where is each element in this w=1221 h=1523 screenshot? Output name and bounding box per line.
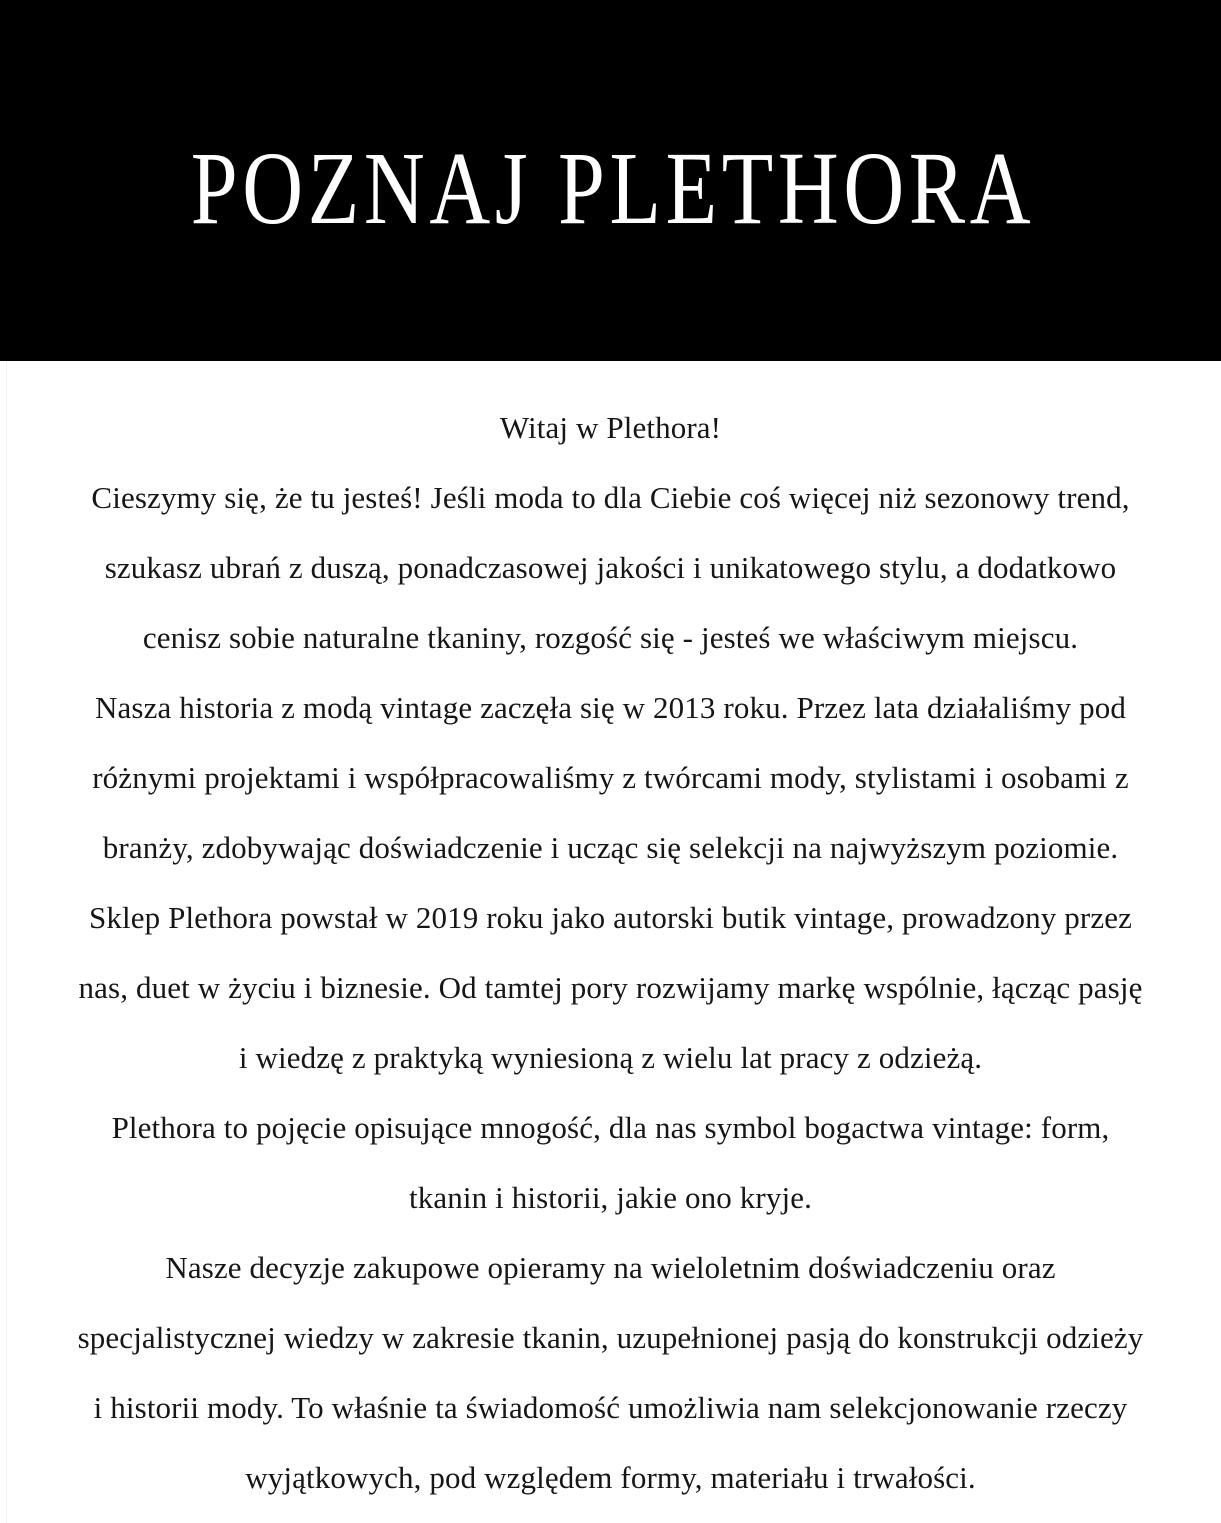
paragraph-welcome — [46, 463, 1176, 673]
text-line: i historii mody. To właśnie ta świadomość umożliwia nam selekcjonowanie rzeczy — [93, 1390, 1128, 1425]
text-line: Cieszymy się, że tu jesteś! Jeśli moda to dla Ciebie coś więcej niż sezonowy trend, — [91, 480, 1130, 515]
greeting-line: Witaj w Plethora! — [499, 410, 722, 445]
text-line: Nasza historia z modą vintage zaczęła się w 2013 roku. Przez lata działaliśmy pod — [95, 690, 1126, 725]
paragraph-shop-founding — [46, 883, 1176, 1093]
paragraph-selection — [46, 1233, 1176, 1513]
text-line: branży, zdobywając doświadczenie i ucząc się selekcji na najwyższym poziomie. — [102, 830, 1119, 865]
text-line: wyjątkowych, pod względem formy, materiału i trwałości. — [245, 1460, 976, 1495]
about-content — [0, 361, 1221, 1523]
text-line: nas, duet w życiu i biznesie. Od tamtej pory rozwijamy markę wspólnie, łącząc pasję — [78, 970, 1143, 1005]
text-line: Plethora to pojęcie opisujące mnogość, dla nas symbol bogactwa vintage: form, — [111, 1110, 1110, 1145]
paragraph-name-meaning — [46, 1093, 1176, 1233]
text-line: cenisz sobie naturalne tkaniny, rozgość się - jesteś we właściwym miejscu. — [142, 620, 1079, 655]
text-line: tkanin i historii, jakie ono kryje. — [409, 1180, 812, 1215]
left-edge-rule — [6, 361, 7, 1523]
text-line: szukasz ubrań z duszą, ponadczasowej jakości i unikatowego stylu, a dodatkowo — [104, 550, 1117, 585]
text-line: Sklep Plethora powstał w 2019 roku jako autorski butik vintage, prowadzony przez — [88, 900, 1133, 935]
paragraph-history — [46, 673, 1176, 883]
page-title: POZNAJ PLETHORA — [190, 131, 1036, 246]
text-line: i wiedzę z praktyką wyniesioną z wielu lat pracy z odzieżą. — [238, 1040, 983, 1075]
hero-banner — [0, 0, 1221, 361]
text-line: Nasze decyzje zakupowe opieramy na wieloletnim doświadczeniu oraz — [165, 1250, 1056, 1285]
text-line: różnymi projektami i współpracowaliśmy z twórcami mody, stylistami i osobami z — [92, 760, 1129, 795]
text-line: specjalistycznej wiedzy w zakresie tkanin, uzupełnionej pasją do konstrukcji odzieży — [77, 1320, 1144, 1355]
about-text-column — [46, 361, 1176, 1513]
